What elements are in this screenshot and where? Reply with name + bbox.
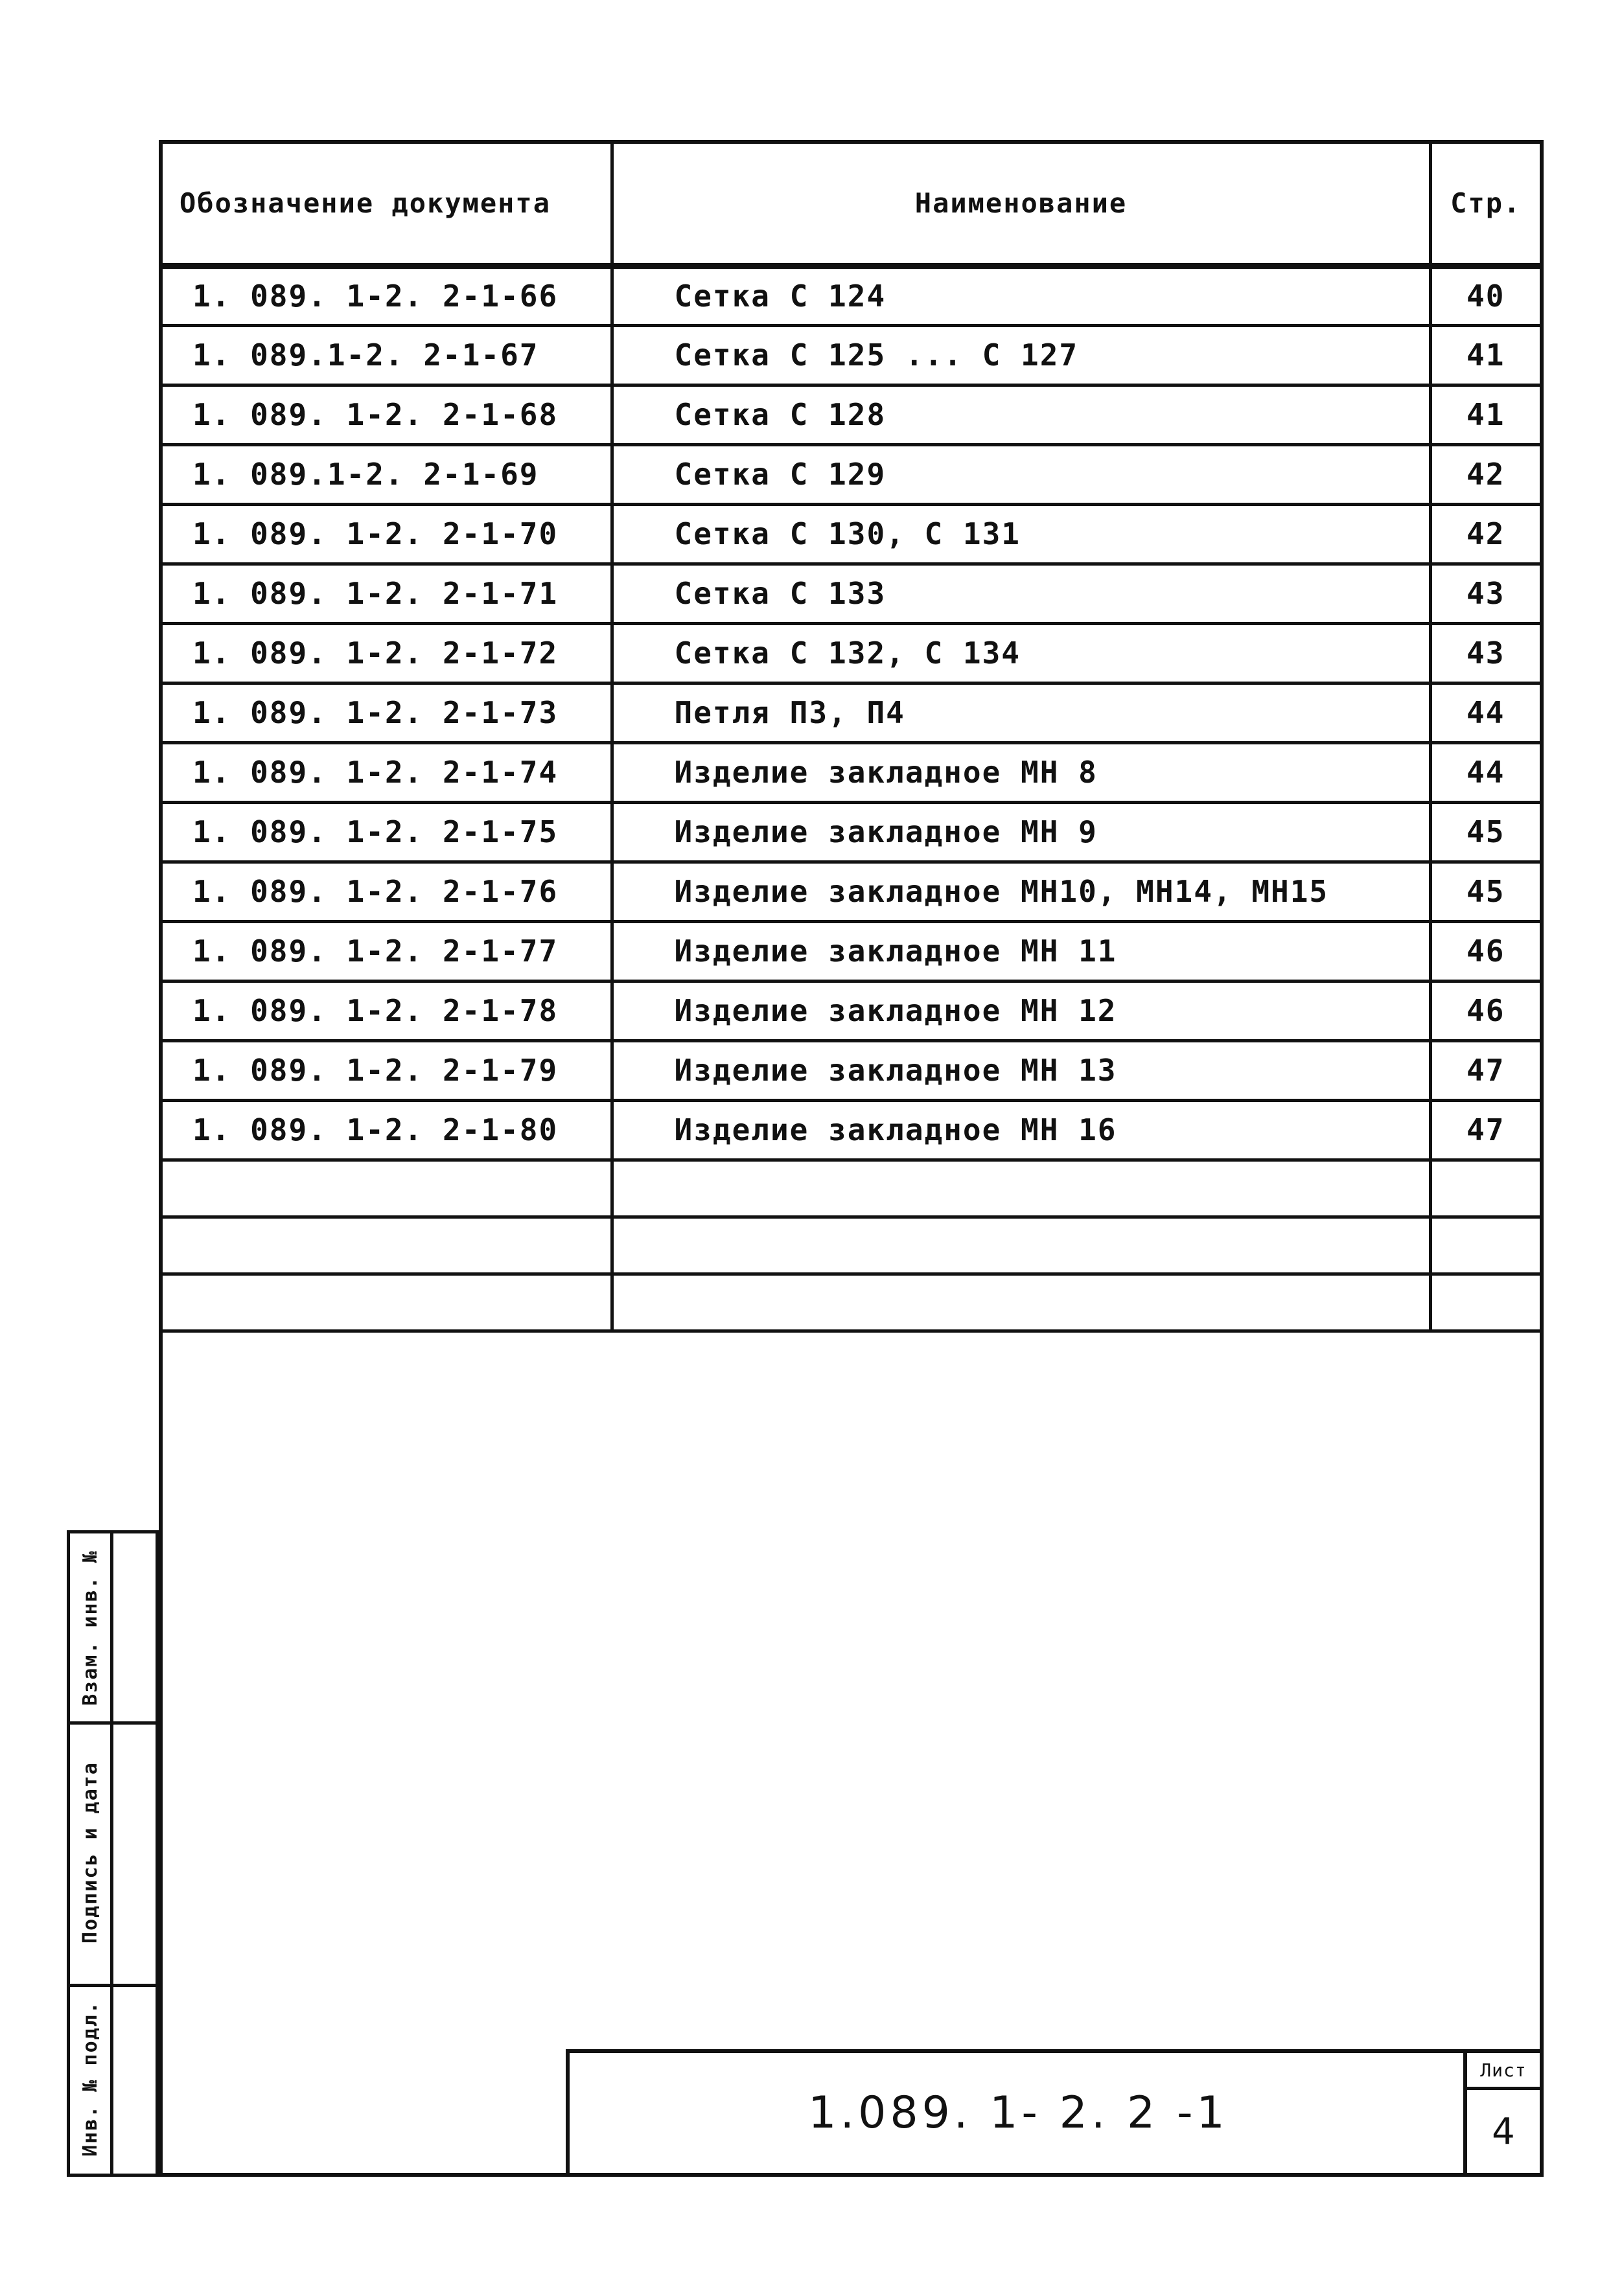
cell-name: Петля П3, П4 [612,683,1430,742]
header-name: Наименование [612,144,1430,266]
cell-page: 46 [1430,921,1540,981]
cell-designation: 1. 089. 1-2. 2-1-73 [163,683,612,742]
table-row [163,1100,1540,1160]
table-row [163,742,1540,802]
cell-designation: 1. 089. 1-2. 2-1-76 [163,862,612,921]
cell-designation: 1. 089.1-2. 2-1-67 [163,325,612,385]
table-row [163,385,1540,444]
table-row [163,504,1540,564]
cell-name: Изделие закладное МН 12 [612,981,1430,1040]
cell-designation: 1. 089. 1-2. 2-1-78 [163,981,612,1040]
cell-page: 42 [1430,444,1540,504]
sheet-number: 4 [1492,2110,1515,2153]
cell-name [612,1160,1430,1217]
signature-date-text: Подпись и дата [78,1762,102,1944]
cell-name: Изделие закладное МН 9 [612,802,1430,862]
signature-date-label [70,1721,110,1984]
cell-name [612,1217,1430,1274]
document-code: 1.089. 1- 2. 2 -1 [808,2087,1229,2139]
cell-page: 41 [1430,325,1540,385]
inventory-original-label [70,1984,110,2174]
table-row [163,444,1540,504]
cell-name: Сетка С 132, С 134 [612,623,1430,683]
cell-designation: 1. 089. 1-2. 2-1-70 [163,504,612,564]
cell-name: Изделие закладное МН10, МН14, МН15 [612,862,1430,921]
cell-designation: 1. 089. 1-2. 2-1-80 [163,1100,612,1160]
cell-name: Сетка С 133 [612,564,1430,623]
inventory-original-text: Инв. № подл. [78,2001,102,2157]
cell-name: Сетка С 130, С 131 [612,504,1430,564]
contents-table [163,144,1540,1333]
cell-designation [163,1217,612,1274]
table-row [163,1040,1540,1100]
cell-page [1430,1160,1540,1217]
cell-name: Сетка С 128 [612,385,1430,444]
cell-designation: 1. 089. 1-2. 2-1-71 [163,564,612,623]
table-row [163,623,1540,683]
cell-page: 47 [1430,1100,1540,1160]
sheet-label: Лист [1467,2053,1540,2090]
cell-designation: 1. 089.1-2. 2-1-69 [163,444,612,504]
cell-page: 40 [1430,266,1540,325]
cell-designation [163,1274,612,1331]
cell-designation: 1. 089. 1-2. 2-1-68 [163,385,612,444]
table-header-row [163,144,1540,266]
cell-page: 45 [1430,862,1540,921]
side-stamp-divider [110,1533,113,2174]
table-row-empty [163,1274,1540,1331]
cell-page: 46 [1430,981,1540,1040]
cell-page: 43 [1430,564,1540,623]
cell-name: Изделие закладное МН 16 [612,1100,1430,1160]
cell-designation [163,1160,612,1217]
table-row-empty [163,1217,1540,1274]
cell-name: Сетка С 124 [612,266,1430,325]
table-row [163,564,1540,623]
side-stamp [67,1530,159,2177]
cell-page: 42 [1430,504,1540,564]
table-row [163,266,1540,325]
cell-designation: 1. 089. 1-2. 2-1-72 [163,623,612,683]
table-row [163,683,1540,742]
cell-designation: 1. 089. 1-2. 2-1-79 [163,1040,612,1100]
table-row-empty [163,1160,1540,1217]
header-page: Стр. [1430,144,1540,266]
cell-name: Изделие закладное МН 8 [612,742,1430,802]
cell-designation: 1. 089. 1-2. 2-1-74 [163,742,612,802]
cell-page [1430,1274,1540,1331]
cell-name: Изделие закладное МН 13 [612,1040,1430,1100]
table-row [163,921,1540,981]
cell-page: 47 [1430,1040,1540,1100]
cell-page: 44 [1430,742,1540,802]
sheet-box [1463,2053,1540,2173]
table-row [163,862,1540,921]
cell-page: 43 [1430,623,1540,683]
cell-page: 45 [1430,802,1540,862]
header-designation: Обозначение документа [163,144,612,266]
title-block [566,2049,1544,2177]
cell-page: 41 [1430,385,1540,444]
table-row [163,802,1540,862]
cell-name: Изделие закладное МН 11 [612,921,1430,981]
cell-page: 44 [1430,683,1540,742]
cell-page [1430,1217,1540,1274]
table-row [163,325,1540,385]
table-row [163,981,1540,1040]
replaces-inventory-text: Взам. инв. № [78,1549,102,1706]
cell-designation: 1. 089. 1-2. 2-1-77 [163,921,612,981]
cell-name [612,1274,1430,1331]
cell-name: Сетка С 125 ... С 127 [612,325,1430,385]
cell-designation: 1. 089. 1-2. 2-1-66 [163,266,612,325]
cell-name: Сетка С 129 [612,444,1430,504]
replaces-inventory-label [70,1533,110,1721]
cell-designation: 1. 089. 1-2. 2-1-75 [163,802,612,862]
